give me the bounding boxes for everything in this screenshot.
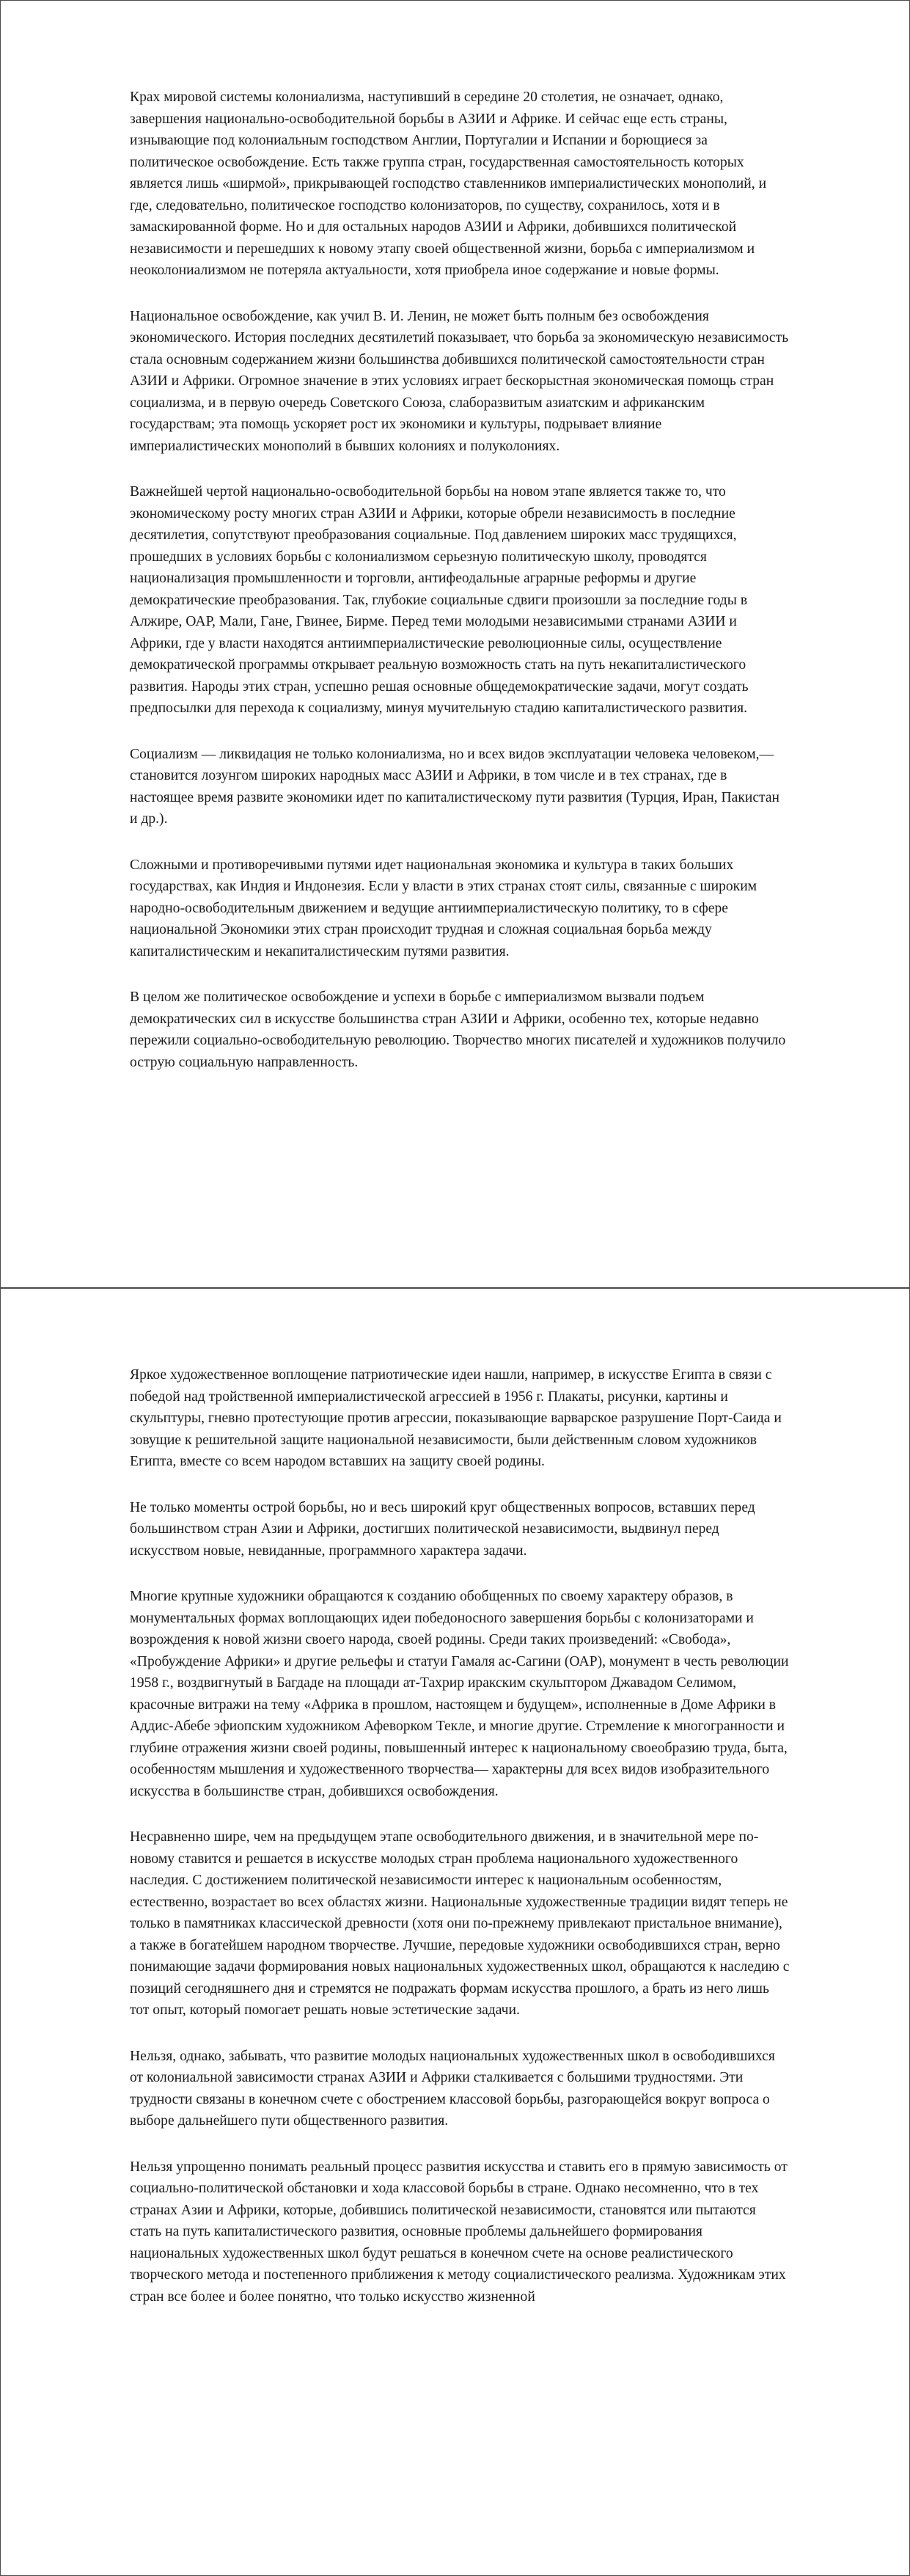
paragraph: Нельзя упрощенно понимать реальный процесс развития искусства и ставить его в прямую зависимость от социально-политической обстановки и хода классовой борьбы в стране. Однако несомненно, что в тех странах Азии и Африки, которые, добившись политической независимости, становятся или пытаются стать на путь капиталистического развития, основные проблемы дальнейшего формирования национальных художественных школ будут решаться в конечном счете на основе реалистического творческого метода и постепенного приближения к методу социалистического реализма. Художникам этих стран все более и более понятно, что только искусство жизненной [130,2159,788,2305]
paragraph: Нельзя, однако, забывать, что развитие молодых национальных художественных школ в освободившихся от колониальной зависимости странах АЗИИ и Африки сталкивается с большими трудностями. Эти трудности связаны в конечном счете с обострением классовой борьбы, разгорающейся вокруг вопроса о выборе дальнейшего пути общественного развития. [130,2048,775,2129]
paragraph: Сложными и противоречивыми путями идет национальная экономика и культура в таких больших государствах, как Индия и Индонезия. Если у власти в этих странах стоят силы, связанные с широким народно-освободительным движением и ведущие антиимпериалистическую политику, то в сфере национальной Экономики этих стран происходит трудная и сложная социальная борьба между капиталистическим и некапиталистическим путями развития. [130,857,757,959]
paragraph: Многие крупные художники обращаются к созданию обобщенных по своему характеру образов, в монументальных формах воплощающих идеи победоносного завершения борьбы с колонизаторами и возрождения к новой жизни своего народа, своей родины. Среди таких произведений: «Свобода», «Пробуждение Африки» и другие рельефы и статуи Гамаля ас-Сагини (ОАР), монумент в честь революции 1958 г., воздвигнутый в Багдаде на площади ат-Тахрир иракским скульптором Джавадом Селимом, красочные витражи на тему «Африка в прошлом, настоящем и будущем», исполненные в Доме Африки в Аддис-Абебе эфиопским художником Афеворком Текле, и многие другие. Стремление к многогранности и глубине отражения жизни своей родины, повышенный интерес к национальному своеобразию труда, быта, особенностям мышления и художественного творчества— характерны для всех видов изобразительного искусства в большинстве стран, добившихся освобождения. [130,1589,789,1799]
page-1-text [130,87,790,1097]
paragraph: Национальное освобождение, как учил В. И. Ленин, не может быть полным без освобождения экономического. История последних десятилетий показывает, что борьба за экономическую независимость стала основным содержанием жизни большинства добившихся политической самостоятельности стран АЗИИ и Африки. Огромное значение в этих условиях играет бескорыстная экономическая помощь стран социализма, и в первую очередь Советского Союза, слаборазвитым азиатским и африканским государствам; эта помощь ускоряет рост их экономики и культуры, подрывает влияние империалистических монополий в бывших колониях и полуколониях. [130,308,789,454]
page-2-text [130,1364,790,2332]
paragraph: Социализм — ликвидация не только колониализма, но и всех видов эксплуатации человека человеком,— становится лозунгом широких народных масс АЗИИ и Африки, в том числе и в тех странах, где в настоящее время развите экономики идет по капиталистическому пути развития (Турция, Иран, Пакистан и др.). [130,746,780,827]
paragraph: В целом же политическое освобождение и успехи в борьбе с империализмом вызвали подъем демократических сил в искусстве большинства стран АЗИИ и Африки, особенно тех, которые недавно пережили социально-освободительную революцию. Творчество многих писателей и художников получило острую социальную направленность. [130,989,786,1070]
paragraph: Не только моменты острой борьбы, но и весь широкий круг общественных вопросов, вставших перед большинством стран Азии и Африки, достигших политической независимости, выдвинул перед искусством новые, невиданные, программного характера задачи. [130,1499,755,1559]
paragraph: Важнейшей чертой национально-освободительной борьбы на новом этапе является также то, что экономическому росту многих стран АЗИИ и Африки, которые обрели независимость в последние десятилетия, сопутствуют преобразования социальные. Под давлением широких масс трудящихся, прошедших в условиях борьбы с колониализмом серьезную политическую школу, проводятся национализация промышленности и торговли, антифеодальные аграрные реформы и другие демократические преобразования. Так, глубокие социальные сдвиги произошли за последние годы в Алжире, ОАР, Мали, Гане, Гвинее, Бирме. Перед теми молодыми независимыми странами АЗИИ и Африки, где у власти находятся антиимпериалистические революционные силы, осуществление демократической программы открывает реальную возможность стать на путь некапиталистического развития. Народы этих стран, успешно решая основные общедемократические задачи, могут создать предпосылки для перехода к социализму, минуя мучительную стадию капиталистического развития. [130,484,749,716]
paragraph: Крах мировой системы колониализма, наступивший в середине 20 столетия, не означает, однако, завершения национально-освободительной борьбы в АЗИИ и Африке. И сейчас еще есть страны, изнывающие под колониальным господством Англии, Португалии и Испании и борющиеся за политическое освобождение. Есть также группа стран, государственная самостоятельность которых является лишь «ширмой», прикрывающей господство ставленников империалистических монополий, и где, следовательно, политическое господство колонизаторов, по существу, сохранилось, хотя и в замаскированной форме. Но и для остальных народов АЗИИ и Африки, добившихся политической независимости и перешедших к новому этапу своей общественной жизни, борьба с империализмом и неоколониализмом не потеряла актуальности, хотя приобрела иное содержание и новые формы. [130,89,767,278]
paragraph: Несравненно шире, чем на предыдущем этапе освободительного движения, и в значительной мере по-новому ставится и решается в искусстве молодых стран проблема национального художественного наследия. С достижением политической независимости интерес к национальным особенностям, естественно, возрастает во всех областях жизни. Национальные художественные традиции видят теперь не только в памятниках классической древности (хотя они по-прежнему привлекают пристальное внимание), а также в богатейшем народном творчестве. Лучшие, передовые художники освободившихся стран, верно понимающие задачи формирования новых национальных художественных школ, обращаются к наследию с позиций сегодняшнего дня и стремятся не подражать формам искусства прошлого, а брать из него лишь тот опыт, который помогает решать новые эстетические задачи. [130,1829,790,2018]
paragraph: Яркое художественное воплощение патриотические идеи нашли, например, в искусстве Египта в связи с победой над тройственной империалистической агрессией в 1956 г. Плакаты, рисунки, картины и скульптуры, гневно протестующие против агрессии, показывающие варварское разрушение Порт-Саида и зовущие к решительной защите национальной независимости, были действенным словом художников Египта, вместе со всем народом вставших на защиту своей родины. [130,1367,782,1469]
page-2 [0,1288,910,2576]
